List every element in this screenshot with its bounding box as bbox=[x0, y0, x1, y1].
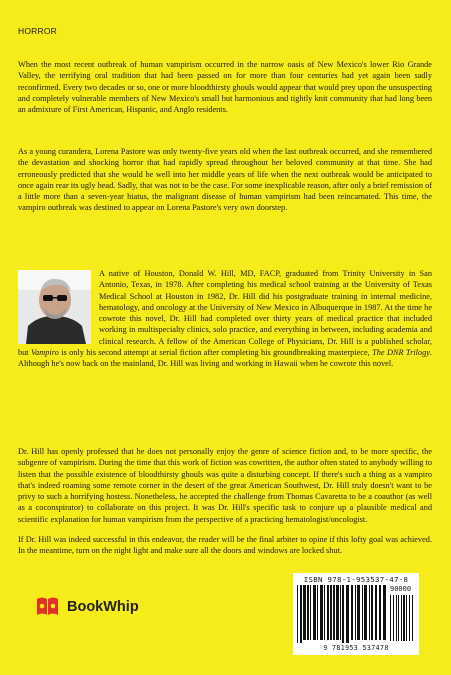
barcode-bar bbox=[369, 585, 370, 640]
barcode-bar bbox=[375, 585, 377, 640]
barcode-bar bbox=[412, 595, 413, 641]
barcode-bar bbox=[320, 585, 323, 640]
barcode-bar bbox=[396, 595, 397, 641]
barcode-bar bbox=[310, 585, 311, 640]
barcode-bar bbox=[313, 585, 316, 640]
barcode-bar bbox=[401, 595, 402, 641]
barcode-bar bbox=[340, 585, 341, 640]
bio-text-part-b: is only his second attempt at serial fiction after completing his groundbreaking masterpiece, bbox=[58, 348, 373, 358]
barcode-bar bbox=[303, 585, 306, 640]
publisher-name: BookWhip bbox=[67, 599, 139, 615]
bio-text-part-a: A native of Houston, Donald W. Hill, MD, FACP, graduated from Trinity University in San Antonio, Texas, in 1978. After completing his medical school training at the University of Texas Medical School at Houston in 1982, Dr. Hill did his postgraduate training in internal medicine, hematology, and oncology at the University of New Mexico in Albuquerque in 1987. At the time he cowrote this novel, Dr. Hill had completed over thirty years of medical practice that included working in multispecialty clinics, solo practice, and everything in between, including academia and clinical research. A fellow of the American College of Physicians, Dr. Hill is a published scholar, but bbox=[18, 269, 432, 358]
barcode-bar bbox=[324, 585, 325, 640]
barcode-bar bbox=[362, 585, 363, 640]
barcode-bar bbox=[297, 585, 298, 643]
barcode-bars bbox=[297, 585, 387, 643]
genre-label: HORROR bbox=[18, 26, 57, 36]
barcode-bar bbox=[357, 585, 360, 640]
barcode-bar bbox=[342, 585, 344, 643]
barcode-bar bbox=[390, 595, 391, 641]
synopsis-paragraph-1 bbox=[18, 59, 432, 115]
bio-text-part-c: . Although he's now back on the mainland, Dr. Hill was living and working in Hawaii when he cowrote this novel. bbox=[18, 348, 432, 369]
barcode-bar bbox=[398, 595, 399, 641]
synopsis-paragraph-2 bbox=[18, 146, 432, 214]
price-code: 90000 bbox=[390, 585, 412, 593]
bookwhip-logo-icon bbox=[34, 596, 61, 618]
isbn-text: ISBN 978-1-953537-47-8 bbox=[303, 575, 409, 584]
author-text-2: Dr. Hill has openly professed that he does not personally enjoy the genre of science fiction and, to be more specific, the subgenre of vampirism. During the time that this work of fiction was cowritten, the author often stated to anybody willing to listen that the possible existence of bloodthirsty ghouls was quite a disturbing concept. If there's such a thing as a vampiro that's indeed roaming some remote corner in the desert of the great American Southwest, Dr. Hill truly doesn't want to be privy to such a horrifying hostess. Nonetheless, he accepted the challenge from Thomas Cavaretta to be a coauthor (as well as a coconspirator) to collaborate on this project. It was Dr. Hill's specific task to conjure up a plausible medical and scientific explanation for human vampirism from the perspective of a practicing hematologist/oncologist. bbox=[18, 447, 432, 524]
isbn-digits: 9 781953 537478 bbox=[323, 644, 389, 652]
closing-paragraph bbox=[18, 534, 432, 557]
barcode-bar bbox=[330, 585, 332, 640]
barcode-bar bbox=[307, 585, 309, 640]
barcode-bar bbox=[383, 585, 386, 640]
bio-title-vampiro: Vampiro bbox=[31, 348, 59, 358]
barcode-bar bbox=[327, 585, 329, 640]
price-barcode-bars bbox=[390, 595, 414, 643]
closing-text: If Dr. Hill was indeed successful in this endeavor, the reader will be the final arbiter to opine if this lofty goal was achieved. In the meantime, turn on the night light and make sure all the doors and windows are locked shut. bbox=[18, 535, 432, 556]
barcode-bar bbox=[371, 585, 373, 640]
barcode-bar bbox=[300, 585, 302, 643]
synopsis-text-1: When the most recent outbreak of human vampirism occurred in the narrow oasis of New Mexico's lower Rio Grande Valley, the terrifying oral tradition that had been passed on for more than four centuries had yet again been sadly reconfirmed. Every two decades or so, one or more bloodthirsty ghouls would appear that would prey upon the unsuspecting and completely vulnerable members of New Mexico's small but harmonious and tightly knit community that had long been an admixture of First American, Hispanic, and Anglo residents. bbox=[18, 60, 432, 115]
barcode-bar bbox=[351, 585, 353, 640]
synopsis-text-2: As a young curandera, Lorena Pastore was only twenty-five years old when the last outbreak occurred, and she remembered the devastation and shocking horror that had rapidly spread throughout her beloved community at that time. She had erroneously predicted that she would be well into her middle years of life when the next outbreak would be anticipated to once again rear its ugly head. Sadly, that was not to be the case. For some inexplicable reason, after only a brief remission of a little more than a seven-year hiatus, the malignant disease of human vampirism had been reincarnated. This time, the vampiro outbreak was destined to appear on Lorena Pastore's very own doorstep. bbox=[18, 147, 432, 213]
barcode-bar bbox=[393, 595, 394, 641]
author-photo bbox=[18, 270, 91, 344]
barcode-bar bbox=[379, 585, 381, 640]
barcode-bar bbox=[403, 595, 405, 641]
barcode-bar bbox=[406, 595, 407, 641]
author-bio bbox=[18, 268, 432, 370]
author-paragraph-2 bbox=[18, 446, 432, 525]
bio-title-dnr-trilogy: The DNR Trilogy bbox=[372, 348, 430, 358]
barcode-bar bbox=[333, 585, 335, 640]
isbn-barcode bbox=[293, 573, 419, 655]
publisher-logo bbox=[34, 596, 139, 618]
barcode-bar bbox=[409, 595, 410, 641]
barcode-bar bbox=[364, 585, 367, 640]
barcode-bar bbox=[317, 585, 318, 640]
barcode-bar bbox=[346, 585, 349, 643]
barcode-bar bbox=[336, 585, 339, 640]
barcode-bar bbox=[355, 585, 356, 640]
